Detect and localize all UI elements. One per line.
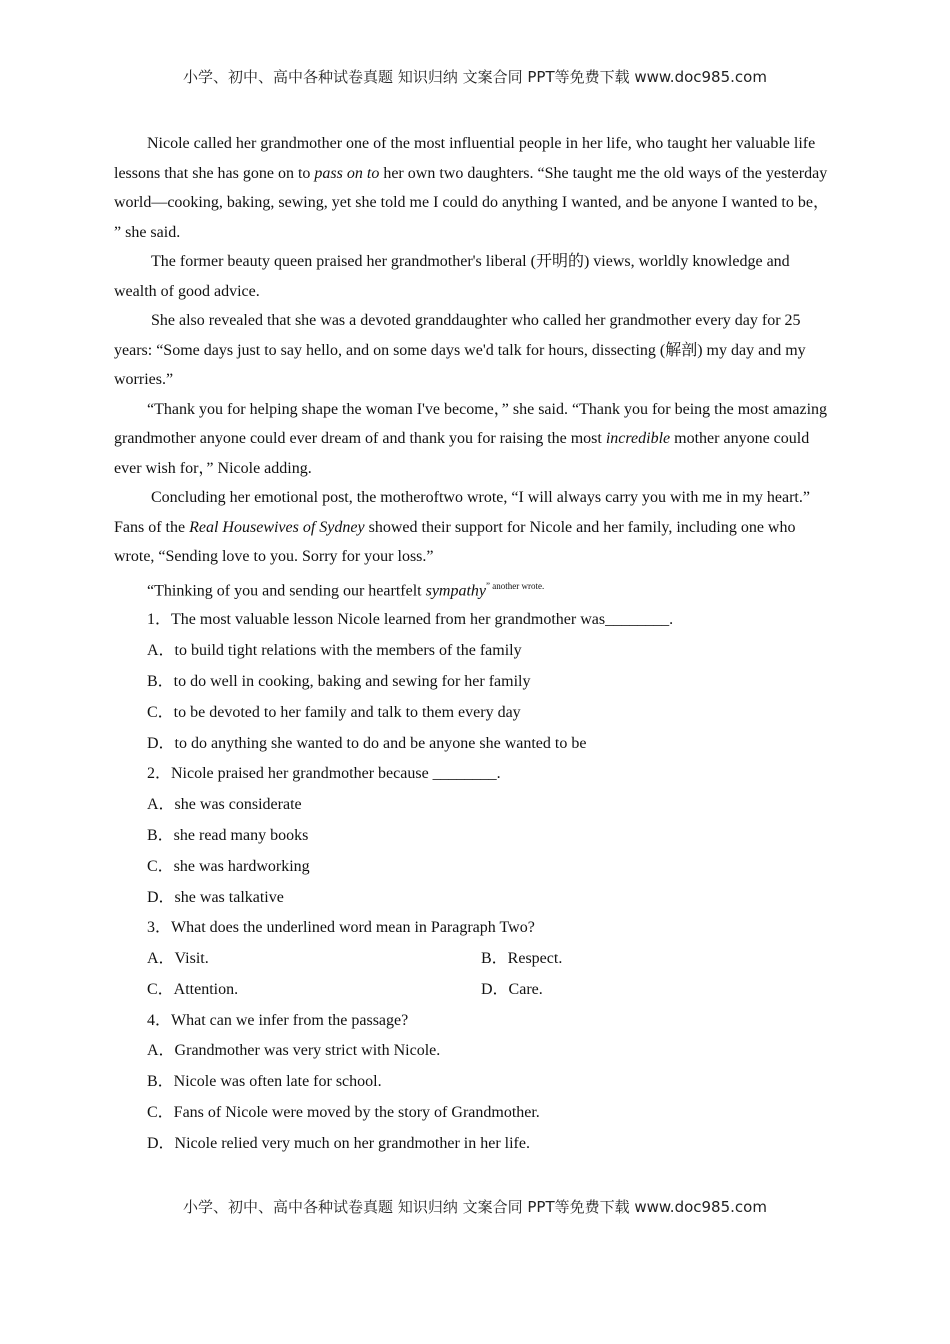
paragraph-5 bbox=[114, 483, 832, 572]
paragraph-4 bbox=[114, 395, 832, 484]
question-2-option-b[interactable]: B．she read many books bbox=[147, 826, 309, 844]
paragraph-6 bbox=[114, 572, 832, 606]
paragraph-5-text: Concluding her emotional post, the motheroftwo wrote, “I will always carry you with me in my heart.” Fans of the bbox=[114, 489, 810, 536]
paragraph-2: The former beauty queen praised her grandmother's liberal (开明的) views, worldly knowledge and wealth of good advice. bbox=[114, 253, 790, 300]
small-text: another wrote. bbox=[492, 580, 545, 591]
question-2-stem: 2．Nicole praised her grandmother because ________. bbox=[147, 765, 501, 783]
paragraph-3: She also revealed that she was a devoted granddaughter who called her grandmother every day for 25 years: “Some days just to say hello, and on some days we'd talk for hours, dissecting (解剖) my day and my worries.” bbox=[114, 312, 806, 388]
question-1-option-a[interactable]: A．to build tight relations with the members of the family bbox=[147, 642, 522, 660]
question-4-option-d[interactable]: D．Nicole relied very much on her grandmother in her life. bbox=[147, 1134, 530, 1152]
show-title: Real Housewives of Sydney bbox=[189, 518, 365, 536]
question-3-option-a[interactable]: A．Visit. bbox=[147, 950, 209, 968]
closing-quote: ” bbox=[486, 580, 493, 591]
paragraph-6-text: “Thinking of you and sending our heartfelt bbox=[147, 581, 426, 599]
question-1-stem: 1．The most valuable lesson Nicole learned from her grandmother was________. bbox=[147, 611, 674, 629]
paragraph-4-text-end: mother anyone could ever wish for，” Nicole adding. bbox=[114, 430, 810, 477]
paragraph-1-text-end: her own two daughters. “She taught me the old ways of the yesterday world—cooking, baking, sewing, yet she told me I could do anything I wanted, and be anyone I wanted to be， ” she said. bbox=[114, 164, 829, 241]
question-3-options-row-2 bbox=[114, 975, 832, 1006]
italic-sympathy: sympathy bbox=[425, 581, 487, 599]
question-3-stem: 3．What does the underlined word mean in Paragraph Two? bbox=[147, 919, 535, 937]
question-3-option-b[interactable]: B．Respect. bbox=[481, 950, 563, 968]
question-2-option-a[interactable]: A．she was considerate bbox=[147, 796, 302, 814]
italic-word: incredible bbox=[605, 430, 671, 447]
question-2-option-c[interactable]: C．she was hardworking bbox=[147, 857, 310, 875]
italic-phrase: pass on to bbox=[314, 164, 380, 182]
question-4-option-c[interactable]: C．Fans of Nicole were moved by the story of Grandmother. bbox=[147, 1104, 540, 1122]
question-3-option-c[interactable]: C．Attention. bbox=[147, 980, 239, 998]
question-4-option-b[interactable]: B．Nicole was often late for school. bbox=[147, 1073, 382, 1091]
paragraph-5-text-end: showed their support for Nicole and her family, including one who wrote, “Sending love to you. Sorry for your loss.” bbox=[114, 518, 796, 565]
question-1-option-d[interactable]: D．to do anything she wanted to do and be anyone she wanted to be bbox=[147, 734, 587, 752]
question-3-options-row-1 bbox=[114, 944, 832, 975]
question-1-option-b[interactable]: B．to do well in cooking, baking and sewing for her family bbox=[147, 672, 531, 690]
paragraph-4-text: “Thank you for helping shape the woman I've become，” she said. “Thank you for being the most amazing grandmother anyone could ever dream of and thank you for raising the most bbox=[114, 400, 828, 447]
question-4-stem: 4．What can we infer from the passage? bbox=[147, 1011, 409, 1029]
page-footer: 小学、初中、高中各种试卷真题 知识归纳 文案合同 PPT等免费下载 www.doc985.com bbox=[183, 1198, 767, 1216]
question-1-option-c[interactable]: C．to be devoted to her family and talk to them every day bbox=[147, 703, 521, 721]
question-4-option-a[interactable]: A．Grandmother was very strict with Nicole. bbox=[147, 1042, 441, 1060]
paragraph-1 bbox=[114, 129, 832, 247]
question-3-option-d[interactable]: D．Care. bbox=[481, 980, 543, 998]
paragraph-1-text: Nicole called her grandmother one of the most influential people in her life, who taught her valuable life lessons that she has gone on to bbox=[114, 135, 816, 182]
document-body bbox=[114, 129, 832, 1160]
page-header: 小学、初中、高中各种试卷真题 知识归纳 文案合同 PPT等免费下载 www.doc985.com bbox=[183, 68, 767, 86]
question-2-option-d[interactable]: D．she was talkative bbox=[147, 888, 284, 906]
